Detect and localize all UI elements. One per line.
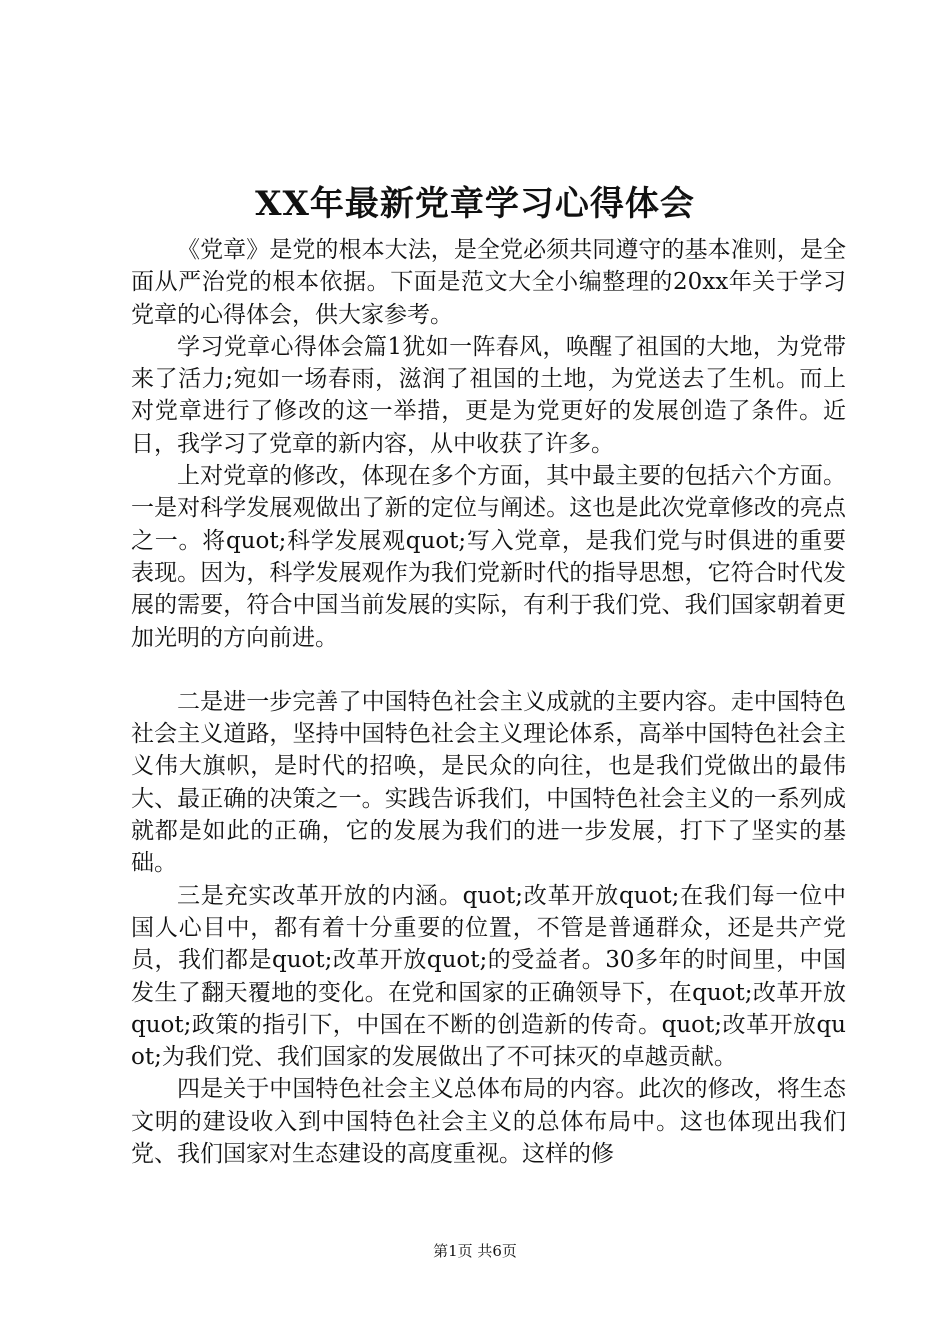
document-title: XX年最新党章学习心得体会 <box>255 184 695 224</box>
page-number-footer: 第1页 共6页 <box>433 1242 517 1260</box>
paragraph-essay-1: 学习党章心得体会篇1犹如一阵春风，唤醒了祖国的大地，为党带来了活力;宛如一场春雨，滋润了祖国的土地，为党送去了生机。而上对党章进行了修改的这一举措，更是为党更好的发展创造了条件。近日，我学习了党章的新内容，从中收获了许多。 <box>131 333 846 457</box>
paragraph-point-1: 上对党章的修改，体现在多个方面，其中最主要的包括六个方面。一是对科学发展观做出了新的定位与阐述。这也是此次党章修改的亮点之一。将quot;科学发展观quot;写入党章，是我们党与时俱进的重要表现。因为，科学发展观作为我们党新时代的指导思想，它符合时代发展的需要，符合中国当前发展的实际，有利于我们党、我们国家朝着更加光明的方向前进。 <box>131 463 846 651</box>
paragraph-point-4: 四是关于中国特色社会主义总体布局的内容。此次的修改，将生态文明的建设收入到中国特色社会主义的总体布局中。这也体现出我们党、我们国家对生态建设的高度重视。这样的修 <box>131 1076 846 1168</box>
paragraph-intro: 《党章》是党的根本大法，是全党必须共同遵守的基本准则，是全面从严治党的根本依据。下面是范文大全小编整理的20xx年关于学习党章的心得体会，供大家参考。 <box>131 237 846 328</box>
paragraph-point-2: 二是进一步完善了中国特色社会主义成就的主要内容。走中国特色社会主义道路，坚持中国特色社会主义理论体系，高举中国特色社会主义伟大旗帜，是时代的招唤，是民众的向往，也是我们党做出的最伟大、最正确的决策之一。实践告诉我们，中国特色社会主义的一系列成就都是如此的正确，它的发展为我们的进一步发展，打下了坚实的基础。 <box>131 688 846 877</box>
paragraph-point-3: 三是充实改革开放的内涵。quot;改革开放quot;在我们每一位中国人心目中，都有着十分重要的位置，不管是普通群众，还是共产党员，我们都是quot;改革开放quot;的受益者。30多年的时间里，中国发生了翻天覆地的变化。在党和国家的正确领导下，在quot;改革开放quot;政策的指引下，中国在不断的创造新的传奇。quot;改革开放quot;为我们党、我们国家的发展做出了不可抹灭的卓越贡献。 <box>131 882 846 1071</box>
document-body <box>131 234 846 1170</box>
